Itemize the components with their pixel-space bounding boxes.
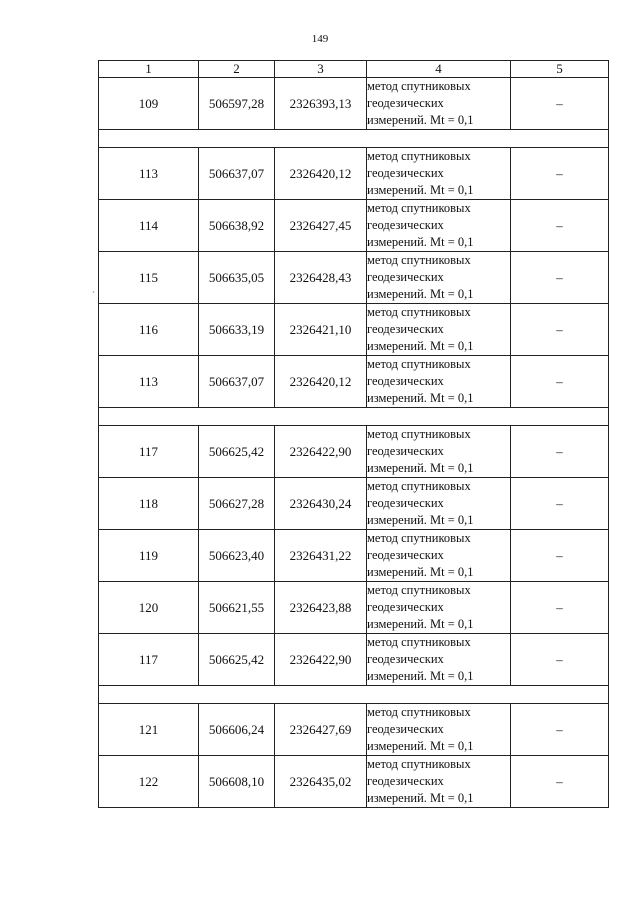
note-cell: – [511, 704, 609, 756]
method-cell [367, 634, 511, 686]
method-line: геодезических [367, 774, 444, 788]
method-cell [367, 304, 511, 356]
separator-cell [99, 130, 609, 148]
y-coordinate-cell: 2326427,69 [275, 704, 367, 756]
note-cell: – [511, 634, 609, 686]
y-coordinate-cell: 2326423,88 [275, 582, 367, 634]
note-cell: – [511, 426, 609, 478]
point-number-cell: 113 [99, 356, 199, 408]
method-line: метод спутниковых [367, 479, 471, 493]
x-coordinate-cell: 506633,19 [199, 304, 275, 356]
point-number-cell: 115 [99, 252, 199, 304]
method-line: измерений. Mt = 0,1 [367, 339, 474, 353]
point-number-cell: 117 [99, 634, 199, 686]
method-line: измерений. Mt = 0,1 [367, 183, 474, 197]
method-line: измерений. Mt = 0,1 [367, 565, 474, 579]
table-row [99, 304, 609, 356]
note-cell: – [511, 356, 609, 408]
method-cell [367, 356, 511, 408]
note-cell: – [511, 304, 609, 356]
method-line: метод спутниковых [367, 531, 471, 545]
table-body [99, 78, 609, 808]
point-number-cell: 114 [99, 200, 199, 252]
method-line: геодезических [367, 166, 444, 180]
method-line: геодезических [367, 652, 444, 666]
note-cell: – [511, 582, 609, 634]
point-number-cell: 117 [99, 426, 199, 478]
x-coordinate-cell: 506606,24 [199, 704, 275, 756]
point-number-cell: 120 [99, 582, 199, 634]
method-line: метод спутниковых [367, 705, 471, 719]
method-line: метод спутниковых [367, 201, 471, 215]
method-line: измерений. Mt = 0,1 [367, 461, 474, 475]
header-cell: 3 [275, 61, 367, 78]
table-row [99, 200, 609, 252]
point-number-cell: 116 [99, 304, 199, 356]
method-cell [367, 78, 511, 130]
y-coordinate-cell: 2326422,90 [275, 426, 367, 478]
method-line: метод спутниковых [367, 635, 471, 649]
group-separator-row [99, 130, 609, 148]
x-coordinate-cell: 506638,92 [199, 200, 275, 252]
method-line: измерений. Mt = 0,1 [367, 669, 474, 683]
x-coordinate-cell: 506637,07 [199, 356, 275, 408]
x-coordinate-cell: 506625,42 [199, 634, 275, 686]
header-row [99, 61, 609, 78]
method-cell [367, 756, 511, 808]
x-coordinate-cell: 506597,28 [199, 78, 275, 130]
method-line: измерений. Mt = 0,1 [367, 235, 474, 249]
note-cell: – [511, 252, 609, 304]
method-line: метод спутниковых [367, 149, 471, 163]
separator-cell [99, 686, 609, 704]
method-line: измерений. Mt = 0,1 [367, 513, 474, 527]
method-line: геодезических [367, 374, 444, 388]
table-row [99, 78, 609, 130]
y-coordinate-cell: 2326430,24 [275, 478, 367, 530]
method-line: метод спутниковых [367, 583, 471, 597]
stray-mark: ˏ [92, 283, 95, 293]
y-coordinate-cell: 2326420,12 [275, 356, 367, 408]
method-line: геодезических [367, 496, 444, 510]
method-line: метод спутниковых [367, 357, 471, 371]
method-line: измерений. Mt = 0,1 [367, 391, 474, 405]
method-line: геодезических [367, 548, 444, 562]
method-cell [367, 252, 511, 304]
note-cell: – [511, 478, 609, 530]
note-cell: – [511, 200, 609, 252]
method-cell [367, 704, 511, 756]
point-number-cell: 119 [99, 530, 199, 582]
y-coordinate-cell: 2326435,02 [275, 756, 367, 808]
coordinates-table [98, 60, 609, 808]
separator-cell [99, 408, 609, 426]
x-coordinate-cell: 506637,07 [199, 148, 275, 200]
x-coordinate-cell: 506623,40 [199, 530, 275, 582]
group-separator-row [99, 686, 609, 704]
x-coordinate-cell: 506625,42 [199, 426, 275, 478]
method-line: метод спутниковых [367, 757, 471, 771]
point-number-cell: 118 [99, 478, 199, 530]
method-line: измерений. Mt = 0,1 [367, 617, 474, 631]
y-coordinate-cell: 2326431,22 [275, 530, 367, 582]
method-cell [367, 478, 511, 530]
method-cell [367, 148, 511, 200]
method-line: метод спутниковых [367, 427, 471, 441]
point-number-cell: 121 [99, 704, 199, 756]
table-row [99, 148, 609, 200]
table-row [99, 252, 609, 304]
method-line: геодезических [367, 444, 444, 458]
note-cell: – [511, 78, 609, 130]
method-cell [367, 582, 511, 634]
table-row [99, 530, 609, 582]
method-line: геодезических [367, 600, 444, 614]
x-coordinate-cell: 506635,05 [199, 252, 275, 304]
point-number-cell: 109 [99, 78, 199, 130]
table-row [99, 478, 609, 530]
method-cell [367, 426, 511, 478]
note-cell: – [511, 756, 609, 808]
table-row [99, 756, 609, 808]
note-cell: – [511, 148, 609, 200]
y-coordinate-cell: 2326421,10 [275, 304, 367, 356]
page-number: 149 [311, 33, 329, 45]
table-row [99, 356, 609, 408]
x-coordinate-cell: 506627,28 [199, 478, 275, 530]
method-line: метод спутниковых [367, 79, 471, 93]
table-row [99, 426, 609, 478]
point-number-cell: 122 [99, 756, 199, 808]
method-line: измерений. Mt = 0,1 [367, 113, 474, 127]
y-coordinate-cell: 2326427,45 [275, 200, 367, 252]
method-line: измерений. Mt = 0,1 [367, 739, 474, 753]
y-coordinate-cell: 2326393,13 [275, 78, 367, 130]
table-row [99, 704, 609, 756]
method-line: метод спутниковых [367, 305, 471, 319]
table-row [99, 582, 609, 634]
method-line: измерений. Mt = 0,1 [367, 791, 474, 805]
method-cell [367, 530, 511, 582]
method-cell [367, 200, 511, 252]
method-line: геодезических [367, 218, 444, 232]
y-coordinate-cell: 2326422,90 [275, 634, 367, 686]
method-line: геодезических [367, 322, 444, 336]
table-row [99, 634, 609, 686]
header-cell: 4 [367, 61, 511, 78]
method-line: измерений. Mt = 0,1 [367, 287, 474, 301]
method-line: метод спутниковых [367, 253, 471, 267]
group-separator-row [99, 408, 609, 426]
method-line: геодезических [367, 722, 444, 736]
header-cell: 2 [199, 61, 275, 78]
x-coordinate-cell: 506608,10 [199, 756, 275, 808]
y-coordinate-cell: 2326428,43 [275, 252, 367, 304]
point-number-cell: 113 [99, 148, 199, 200]
y-coordinate-cell: 2326420,12 [275, 148, 367, 200]
header-cell: 1 [99, 61, 199, 78]
note-cell: – [511, 530, 609, 582]
x-coordinate-cell: 506621,55 [199, 582, 275, 634]
method-line: геодезических [367, 270, 444, 284]
method-line: геодезических [367, 96, 444, 110]
header-cell: 5 [511, 61, 609, 78]
